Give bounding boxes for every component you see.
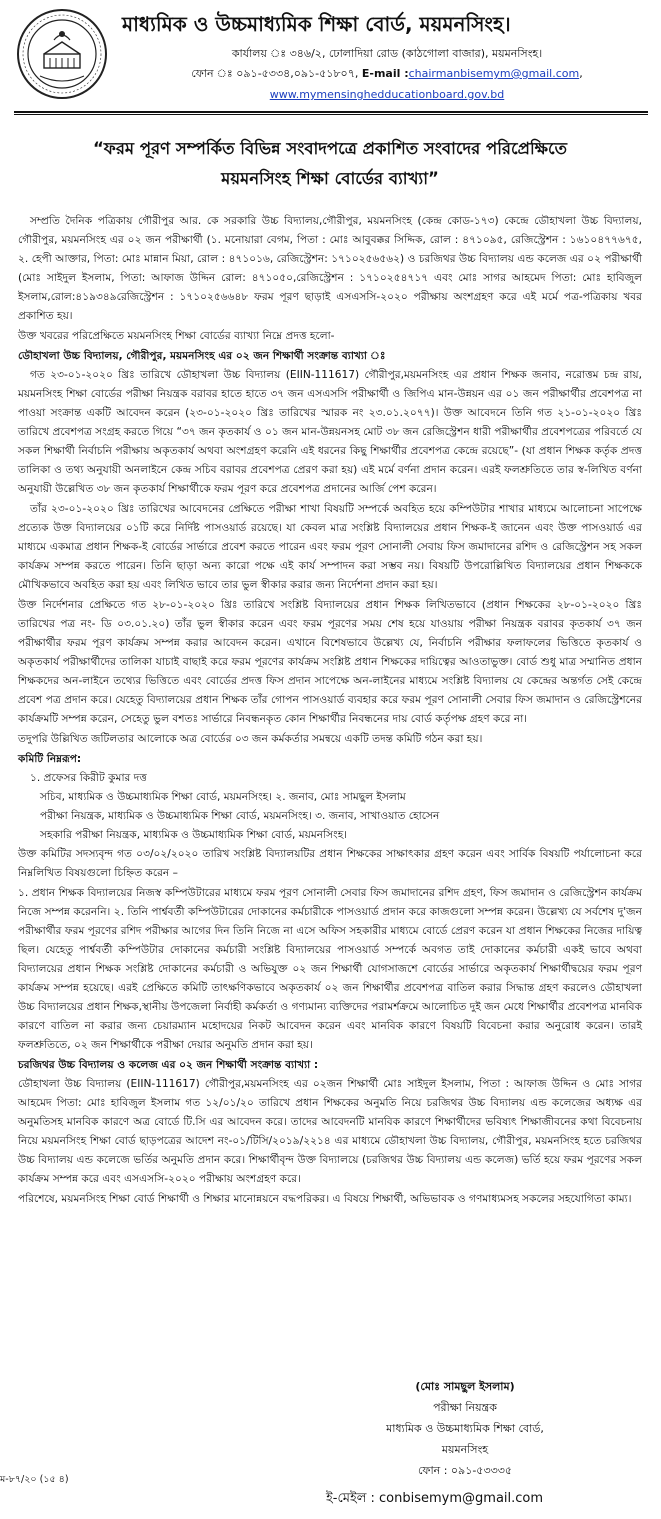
- committee-member: সহকারি পরীক্ষা নিয়ন্ত্রক, মাধ্যমিক ও উচ্চমাধ্যমিক শিক্ষা বোর্ড, ময়মনসিংহ।: [40, 829, 348, 841]
- signatory-city: ময়মনসিংহ: [441, 1443, 489, 1456]
- paragraph-committee-findings: উক্ত কমিটির সদস্যবৃন্দ গত ০৩/০২/২০২০ তারিখ সংশ্লিষ্ট বিদ্যালয়টির প্রধান শিক্ষকের সাক্ষাৎকার গ্রহণ করেন এবং সার্বিক বিষয়টি পর্যালোচনা করে নিম্নলিখিত বিষয়গুলো চিহ্নিত করেন –: [18, 848, 642, 879]
- paragraph-admission: উক্ত নির্দেশনার প্রেক্ষিতে গত ২৮-০১-২০২০ খ্রিঃ তারিখে সংশ্লিষ্ট বিদ্যালয়ের প্রধান শিক্ষক লিখিতভাবে (প্রধান শিক্ষকের ২৮-০১-২০২০ খ্রিঃ তারিখের পত্র নং- ডি ০৩.০১.২০) তাঁর ভুল স্বীকার করেন এবং ফরম পূরণের সময় শেষ হয়ে যাওয়ায় পরীক্ষা নিয়ন্ত্রক বরাবর কৃতকার্য ৩৭ জন পরীক্ষার্থীর ফরম পূরণ কার্যক্রম সম্পন্ন করার আবেদন করেন। এখানে বিশেষভাবে উল্লেখ্য যে, নির্বাচনি পরীক্ষার ফলাফলের ভিত্তিতে কৃতকার্য ও অকৃতকার্য পরীক্ষার্থীদের তালিকা যাচাই বাছাই করে ফরম পূরণের কার্যক্রম সংশ্লিষ্ট প্রধান শিক্ষকের দায়িত্বের আওতাভুক্ত। বোর্ড শুধু মাত্র সম্মানিত প্রধান শিক্ষকদের অন-লাইনে তথ্যের ভিত্তিতে এবং বোর্ডের প্রদত্ত ফিস প্রদান সাপেক্ষে অন-লাইনের মাধ্যমে সংশ্লিষ্ট বিদ্যালয় যে কেন্দ্রের অন্তর্গত সেই কেন্দ্রে প্রবেশ পত্র প্রদান করে। যেহেতু বিদ্যালয়ের প্রধান শিক্ষক তাঁর গোপন পাসওয়ার্ড ব্যবহার করে ফরম পূরণ সোনালী সেবার ফিস জমাদান ও রেজিস্ট্রেশনের কার্যক্রমটি সম্পন্ন করেন, সেহেতু ভুল বশতঃ সার্ভারে নিবন্ধনকৃত কোন শিক্ষার্থীর নিবন্ধনের দায় বোর্ড কর্তৃপক্ষ গ্রহণ করে না।: [18, 599, 642, 725]
- memo-reference: ম-৮৭/২০ (১৫ ৪): [0, 1474, 69, 1485]
- committee-list: [18, 769, 642, 845]
- paragraph-intro: উক্ত খবরের পরিপ্রেক্ষিতে ময়মনসিংহ শিক্ষা বোর্ডের ব্যাখ্যা নিম্নে প্রদত্ত হলো-: [18, 330, 335, 342]
- paragraph-password: তাঁর ২৩-০১-২০২০ খ্রিঃ তারিখের আবেদনের প্রেক্ষিতে পরীক্ষা শাখা বিষয়টি সম্পর্কে অবহিত হয়ে কম্পিউটার শাখার মাধ্যমে আলোচনা সাপেক্ষে প্রত্যেক উক্ত বিদ্যালয়ের ০১টি করে নির্দিষ্ট পাসওয়ার্ড রয়েছে। যা কেবল মাত্র সংশ্লিষ্ট বিদ্যালয়ের প্রধান শিক্ষক-ই জানেন এবং উক্ত পাসওয়ার্ড এর মাধ্যমে একমাত্র প্রধান শিক্ষক-ই বোর্ডের সার্ভারে প্রবেশ করতে পারেন এবং ফরম পূরণ সোনালী সেবায় ফিস জমাদানের রশিদ ও রেজিস্ট্রেশন সহ সকল কার্যক্রম সম্পন্ন করতে পারেন। তিনি ছাড়া অন্য কারো পক্ষে এই কার্য সম্পাদন করা সম্ভব নয়। বিষয়টি উপরোল্লিখিত বিদ্যালয়ের প্রধান শিক্ষককে মৌখিকভাবে অবহিত করা হয় এবং লিখিত ভাবে তার ভুল স্বীকার করার জন্য নির্দেশনা প্রদান করা হয়।: [18, 503, 642, 591]
- website-link[interactable]: www.mymensinghedducationboard.gov.bd: [269, 88, 505, 101]
- committee-member: সচিব, মাধ্যমিক ও উচ্চমাধ্যমিক শিক্ষা বোর্ড, ময়মনসিংহ। ২. জনাব, মোঃ সামছুল ইসলাম: [40, 791, 406, 803]
- committee-heading: কমিটি নিম্নরূপ:: [18, 753, 82, 765]
- phone-numbers: ফোন ঃ ০৯১-৫৩৩৪,০৯১-৫১৮০৭,: [191, 67, 362, 80]
- signatory-office: মাধ্যমিক ও উচ্চমাধ্যমিক শিক্ষা বোর্ড,: [386, 1422, 544, 1435]
- email-label: E-mail :: [361, 67, 409, 80]
- paragraph-news-summary: সম্প্রতি দৈনিক পত্রিকায় গৌরীপুর আর. কে সরকারি উচ্চ বিদ্যালয়,গৌরীপুর, ময়মনসিংহ (কেন্দ্র কোড-১৭৩) কেন্দ্রে ডৌহাখলা উচ্চ বিদ্যালয়, গৌরীপুর, ময়মনসিংহ এর ০২ জন পরীক্ষার্থী (১. মনোয়ারা বেগম, পিতা : মোঃ আবুবক্কর সিদ্দিক, রোল : ৪৭১০৯৫, রেজিস্ট্রেশন : ১৬১০৪৭৭৬৭৫, ২. হেপী আক্তার, পিতা: মোঃ মান্নান মিয়া, রোল : ৪৭১০১৬, রেজিস্ট্রেশন: ১৭১০২৫৬৫৬২) ও চরজিথর উচ্চ বিদ্যালয় এন্ড কলেজ এর ০২ পরীক্ষার্থী (মোঃ সাইদুল ইসলাম, পিতা: আফাজ উদ্দিন রোল: ৪৭১০৫০,রেজিস্ট্রেশন : ১৭১০২৫৪৭১৭ এবং মোঃ সাগর আহমেদ পিতা: মোঃ হাবিজুল ইসলাম,রোল:৪১৯৩৪৯রেজিস্ট্রেশন : ১৭১০২৫৬৬৪৮ ফরম পূরণ ছাড়াই এসএসসি-২০২০ পরীক্ষায় অংশগ্রহণ করে এই মর্মে পত্র-পত্রিকায় খবর প্রকাশিত হয়।: [18, 215, 642, 322]
- paragraph-application: গত ২৩-০১-২০২০ খ্রিঃ তারিখে ডৌহাখলা উচ্চ বিদ্যালয় (EIIN-111617) গৌরীপুর,ময়মনসিংহ এর প্রধান শিক্ষক জনাব, নরোত্তম চন্দ্র রায়, ময়মনসিংহ শিক্ষা বোর্ডের পরীক্ষা নিয়ন্ত্রক বরাবর হাতে হাতে ৩৭ জন এসএসসি পরীক্ষার্থী ও জিপিএ মান-উন্নয়ন এর ০১ জন পরীক্ষার্থীর প্রবেশপত্র না পাওয়া সংক্রান্ত একটি আবেদন করেন (২৩-০১-২০২০ খ্রিঃ তারিখের স্মারক নং ২৩.০১.২০৭৭)। উক্ত আবেদনে তিনি গত ২১-০১-২০২০ খ্রিঃ তারিখে প্রবেশপত্র সংগ্রহ করতে গিয়ে “৩৭ জন কৃতকার্য ও ০১ জন মান-উন্নয়নসহ মোট ৩৮ জন রেজিস্ট্রেশন ধারী পরীক্ষার্থীর প্রবেশপত্রের পরিবর্তে যে সকল শিক্ষার্থী নির্বাচনি পরীক্ষায় অকৃতকার্য অথবা অংশগ্রহণ করেনি এই ধরনের কিছু শিক্ষার্থীর প্রবেশপত্র কেন্দ্রে রয়েছে”- (যা প্রধান শিক্ষক কর্তৃক প্রদত্ত তালিকা ও তথ্য অনুযায়ী অনলাইনে কেন্দ্র সচিব বরাবর প্রবেশপত্র প্রেরণ করা হয়) এই মর্মে বর্ণনা প্রদান করেন। এরই ফলশ্রুতিতে তার স্ব-লিখিত বর্ণনা অনুযায়ী উল্লেখিত ৩৮ জন কৃতকার্য শিক্ষার্থীকে ফরম পূরণ করে প্রবেশপত্র প্রদানের আর্জি পেশ করেন।: [18, 369, 642, 495]
- header-rule-thin: [14, 114, 648, 115]
- signatory-name: (মোঃ সামছুল ইসলাম): [415, 1380, 515, 1393]
- board-seal-icon: [14, 6, 110, 102]
- section-heading-dauhakhala: ডৌহাখলা উচ্চ বিদ্যালয়, গৌরীপুর, ময়মনসিংহ এর ০২ জন শিক্ষার্থী সংক্রান্ত ব্যাখ্যা ঃ: [18, 350, 386, 362]
- document-title: [20, 134, 640, 194]
- signatory-email: ই-মেইল : conbisemym@gmail.com: [326, 1491, 544, 1506]
- section-heading-charjithar: চরজিথর উচ্চ বিদ্যালয় ও কলেজ এর ০২ জন শিক্ষার্থী সংক্রান্ত ব্যাখ্যা :: [18, 1059, 319, 1071]
- paragraph-conclusion: পরিশেষে, ময়মনসিংহ শিক্ষা বোর্ড শিক্ষার্থী ও শিক্ষার মানোন্নয়নে বদ্ধপরিকর। এ বিষয়ে শিক্ষার্থী, অভিভাবক ও গণমাধ্যমসহ সকলের সহযোগিতা কাম্য।: [18, 1193, 632, 1205]
- paragraph-committee-formed: তদুপরি উল্লিখিত জটিলতার আলোকে অত্র বোর্ডের ০৩ জন কর্মকর্তার সমন্বয়ে একটি তদন্ত কমিটি গঠন করা হয়।: [18, 733, 483, 745]
- paragraph-transfer: ডৌহাখলা উচ্চ বিদ্যালয় (EIIN-111617) গৌরীপুর,ময়মনসিংহ এর ০২জন শিক্ষার্থী মোঃ সাইদুল ইসলাম, পিতা : আফাজ উদ্দিন ও মোঃ সাগর আহমেদ পিতা: মোঃ হাবিজুল ইসলাম গত ১২/০১/২০ তারিখে প্রধান শিক্ষকের অনুমতি নিয়ে চরজিথর উচ্চ বিদ্যালয় এন্ড কলেজের অধ্যক্ষ এর অনুমতিসহ মানবিক কারণে অত্র বোর্ডে টি.সি এর আবেদন করে। তাদের আবেদনটি মানবিক কারণে শিক্ষার্থীদের ভবিষ্যৎ শিক্ষাজীবনের কথা বিবেচনায় নিয়ে ময়মনসিংহ শিক্ষা বোর্ড ছাড়পত্রের আদেশ নং-০১/টিসি/২০১৯/২২১৪ এর মাধ্যমে ডৌহাখলা উচ্চ বিদ্যালয়, গৌরীপুর, ময়মনসিংহ হতে চরজিথর উচ্চ বিদ্যালয় এন্ড কলেজে ভর্তির অনুমতি প্রদান করে। শিক্ষার্থীবৃন্দ উক্ত বিদ্যালয়ে (চরজিথর উচ্চ বিদ্যালয় এন্ড কলেজ) ভর্তি হয়ে ফরম পূরণের সকল কার্যক্রম সম্পন্ন করে এবং এসএসসি-২০২০ পরীক্ষায় অংশগ্রহণ করে।: [18, 1078, 642, 1185]
- office-address: কার্যালয় ঃ ৩৪৬/২, ঢোলাদিয়া রোড (কাঠগোলা বাজার), ময়মনসিংহ।: [231, 47, 543, 60]
- title-line-1: “ফরম পূরণ সম্পর্কিত বিভিন্ন সংবাদপত্রে প্রকাশিত সংবাদের পরিপ্রেক্ষিতে: [92, 139, 568, 158]
- signatory-phone: ফোন : ০৯১-৫৩৩৩৫: [417, 1464, 513, 1477]
- website-line: [122, 86, 652, 103]
- committee-member: ১. প্রফেসর কিরীট কুমার দত্ত: [30, 772, 147, 784]
- committee-member: পরীক্ষা নিয়ন্ত্রক, মাধ্যমিক ও উচ্চমাধ্যমিক শিক্ষা বোর্ড, ময়মনসিংহ। ৩. জনাব, সাখাওয়াত হোসেন: [40, 810, 440, 822]
- title-line-2: ময়মনসিংহ শিক্ষা বোর্ডের ব্যাখ্যা”: [221, 169, 439, 188]
- document-body: [18, 212, 642, 1210]
- signatory-designation: পরীক্ষা নিয়ন্ত্রক: [433, 1401, 497, 1414]
- board-name: মাধ্যমিক ও উচ্চমাধ্যমিক শিক্ষা বোর্ড, ময়মনসিংহ।: [122, 12, 511, 36]
- email-suffix: ,: [579, 67, 583, 80]
- board-email-link[interactable]: chairmanbisemym@gmail.com: [408, 67, 580, 80]
- signature-block: [300, 1376, 630, 1481]
- header-rule: [14, 111, 648, 113]
- paragraph-findings-detail: ১. প্রধান শিক্ষক বিদ্যালয়ের নিজস্ব কম্পিউটারের মাধ্যমে ফরম পূরণ সোনালী সেবার ফিস জমাদানের রশিদ গ্রহণ, ফিস জমাদান ও রেজিস্ট্রেশন কার্যক্রম নিজে সম্পন্ন করেননি। ২. তিনি পার্শ্ববর্তী কম্পিউটারের দোকানের কর্মচারীকে পাসওয়ার্ড প্রদান করে কাজগুলো সম্পন্ন করেন। উল্লেখ্য যে সর্বশেষ দু'জন পরীক্ষার্থীর ফরম পূরণের রশিদ পরীক্ষার আগের দিন তিনি নিজে না এসে অফিস সহকারীর মাধ্যমে বোর্ডে প্রেরণ করেন যা প্রধান শিক্ষকের নিজের দায়িত্ব ছিল। যেহেতু পার্শ্ববর্তী কম্পিউটার দোকানের কর্মচারী সংশ্লিষ্ট বিদ্যালয়ের পাসওয়ার্ড সম্পর্কে অবগত তাই দোকানের কর্মচারী একই ভাবে অথবা বিদ্যালয়ের প্রধান শিক্ষক সংশ্লিষ্ট দোকানের কর্মচারী ও অভিযুক্ত ০২ জন শিক্ষার্থী যোগসাজশে বোর্ডের সার্ভারে অকৃতকার্য শিক্ষার্থীদ্বয়ের ফরম পূরণ কার্যক্রম সম্পন্ন হয়েছে। এরই প্রেক্ষিতে কমিটি তাৎক্ষণিকভাবে অকৃতকার্য ০২ জন শিক্ষার্থীর প্রবেশপত্র বাতিল করার সিদ্ধান্ত গ্রহণ করলেও ডৌহাখলা উচ্চ বিদ্যালয়ের প্রধান শিক্ষক,স্থানীয় উপজেলা নির্বাহী কর্মকর্তা ও গণ্যমান্য ব্যক্তিদের পরামর্শক্রমে আলোচিত দুই জন মেধে শিক্ষার্থীর প্রবেশপত্র মানবিক কারণে বাতিল না করার জন্য চেয়ারম্যান মহোদয়ের নিকট আবেদন করেন এবং মানবিক কারণে বিষয়টি বিবেচনা করার অনুরোধ করেন। তারই ফলশ্রুতিতে, ০২ জন শিক্ষার্থীকে পরীক্ষা দেয়ার অনুমতি প্রদান করা হয়।: [18, 887, 642, 1051]
- contact-line: [122, 65, 652, 82]
